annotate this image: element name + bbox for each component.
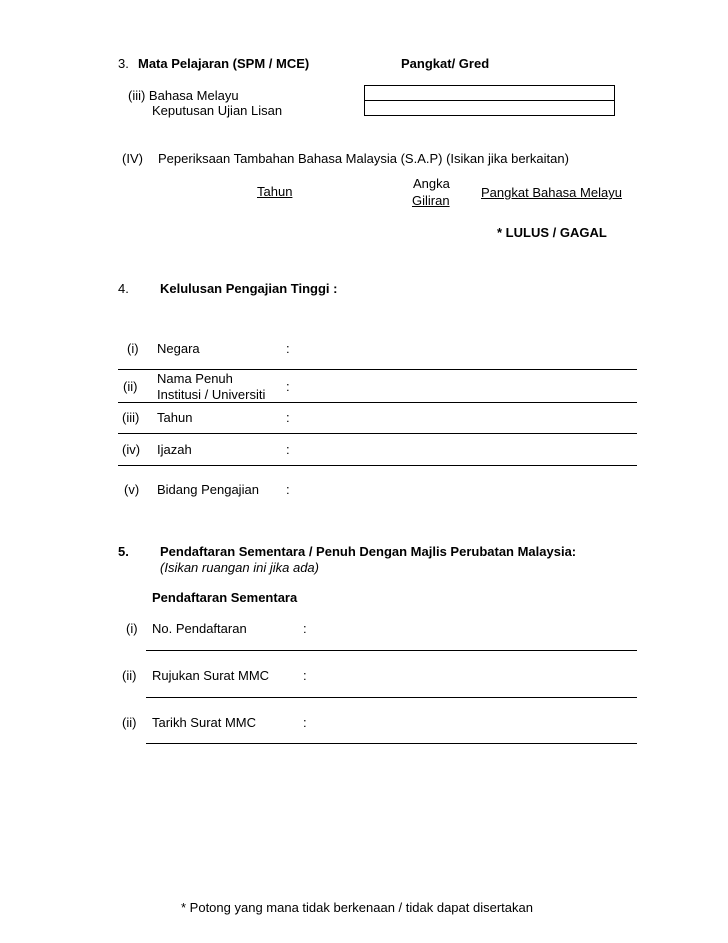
row-tarikh-surat-colon: : [303,715,307,730]
field-no-pendaftaran-line[interactable] [146,650,637,651]
ujian-lisan-label: Keputusan Ujian Lisan [152,103,283,118]
row-rujukan-surat-colon: : [303,668,307,683]
section-4-title: Kelulusan Pengajian Tinggi : [160,281,338,296]
footnote: * Potong yang mana tidak berkenaan / tidak dapat disertakan [181,900,533,915]
row-rujukan-surat-number: (ii) [122,668,137,683]
grade-header: Pangkat/ Gred [401,56,490,71]
section-4-number: 4. [118,281,129,296]
section-iv-text: Peperiksaan Tambahan Bahasa Malaysia (S.A.P) (Isikan jika berkaitan) [158,151,569,166]
section-5-number: 5. [118,544,129,559]
row-no-pendaftaran-number: (i) [126,621,138,636]
grade-box-bahasa-melayu[interactable] [364,85,615,101]
field-institusi-line[interactable] [118,402,637,403]
row-bidang-label: Bidang Pengajian [157,482,259,497]
field-tarikh-surat-line[interactable] [146,743,637,744]
row-institusi-colon: : [286,379,290,394]
row-tahun-label: Tahun [157,410,193,425]
row-institusi-number: (ii) [123,379,138,394]
column-angka: Angka [413,176,450,191]
section-5-title: Pendaftaran Sementara / Penuh Dengan Majlis Perubatan Malaysia: [160,544,577,559]
bahasa-melayu-label: (iii) Bahasa Melayu [128,88,239,103]
field-rujukan-surat-line[interactable] [146,697,637,698]
section-5-subtitle: (Isikan ruangan ini jika ada) [160,560,319,575]
row-institusi-label-2: Institusi / Universiti [157,387,266,402]
row-no-pendaftaran-colon: : [303,621,307,636]
lulus-gagal-label: * LULUS / GAGAL [497,225,607,240]
section-3-title: Mata Pelajaran (SPM / MCE) [138,56,310,71]
column-pangkat-bahasa-melayu: Pangkat Bahasa Melayu [481,185,622,200]
section-iv-number: (IV) [122,151,143,166]
field-tahun-line[interactable] [118,433,637,434]
row-negara-number: (i) [127,341,139,356]
row-rujukan-surat-label: Rujukan Surat MMC [152,668,270,683]
row-ijazah-label: Ijazah [157,442,192,457]
row-bidang-colon: : [286,482,290,497]
pendaftaran-sementara-heading: Pendaftaran Sementara [152,590,298,605]
row-tahun-number: (iii) [122,410,140,425]
column-year: Tahun [257,184,293,199]
section-3-number: 3. [118,56,129,71]
row-tahun-colon: : [286,410,290,425]
row-ijazah-number: (iv) [122,442,141,457]
row-ijazah-colon: : [286,442,290,457]
row-tarikh-surat-label: Tarikh Surat MMC [152,715,257,730]
column-giliran: Giliran [412,193,450,208]
row-tarikh-surat-number: (ii) [122,715,137,730]
row-negara-label: Negara [157,341,200,356]
grade-box-ujian-lisan[interactable] [364,100,615,116]
field-ijazah-line[interactable] [118,465,637,466]
row-negara-colon: : [286,341,290,356]
row-no-pendaftaran-label: No. Pendaftaran [152,621,247,636]
row-institusi-label: Nama Penuh [157,371,233,386]
field-negara-line[interactable] [118,369,637,370]
row-bidang-number: (v) [124,482,140,497]
